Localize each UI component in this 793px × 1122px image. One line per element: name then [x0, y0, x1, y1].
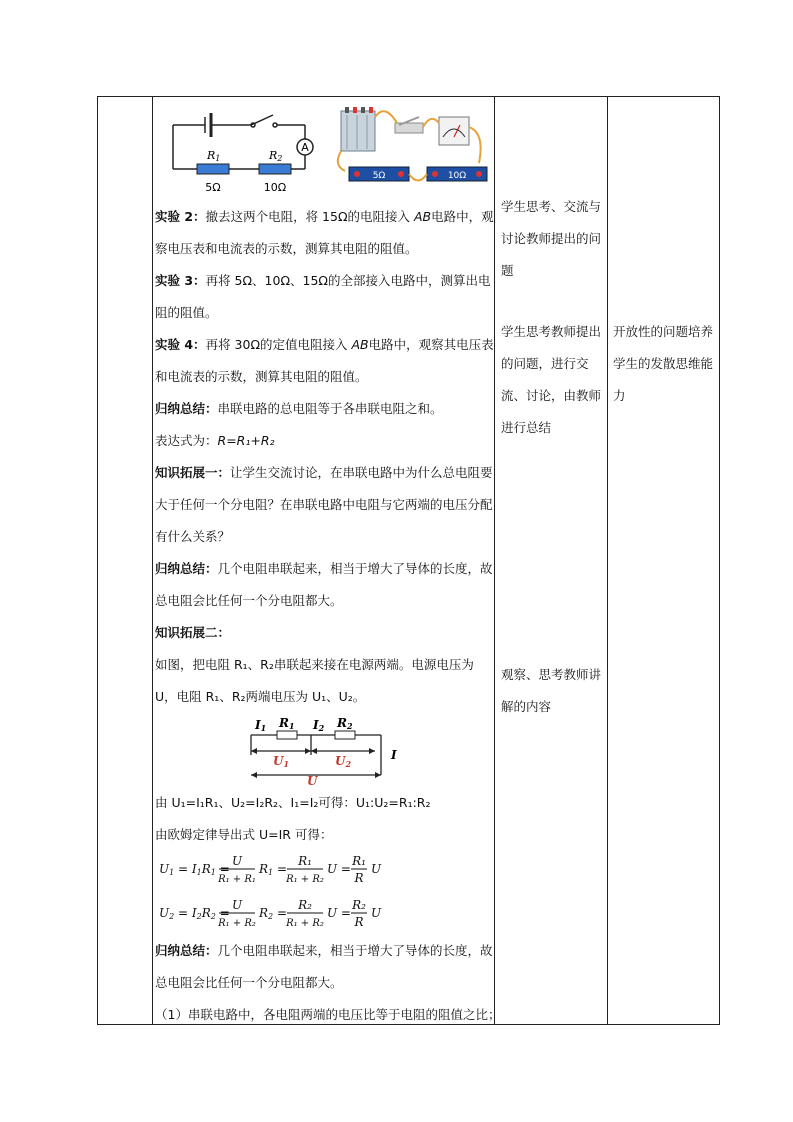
svg-text:R₂: R₂ [298, 898, 312, 912]
summary-3: 归纳总结：几个电阻串联起来，相当于增大了导体的长度，故总电阻会比任何一个分电阻都大。 [155, 943, 493, 990]
svg-text:R: R [354, 871, 364, 885]
svg-text:U2 = I2R2 =: U2 = I2R2 = [159, 906, 230, 921]
circuit-figure-2 [155, 713, 495, 787]
column-divider [607, 97, 608, 1024]
photo-r1-value: 5Ω [372, 171, 386, 181]
summary-1: 归纳总结：串联电路的总电阻等于各串联电阻之和。 [155, 401, 443, 416]
summary-2: 归纳总结：几个电阻串联起来，相当于增大了导体的长度，故总电阻会比任何一个分电阻都大。 [155, 561, 493, 608]
series-voltage-diagram [243, 713, 443, 785]
svg-text:R₁ + R₂: R₁ + R₂ [286, 874, 324, 885]
svg-text:R₁ + R₂: R₁ + R₂ [286, 918, 324, 929]
experiment-4: 实验 4：再将 30Ω的定值电阻接入 AB电路中，观察其电压表和电流表的示数，测算其电阻的阻值。 [155, 337, 494, 384]
series-circuit-diagram [163, 103, 493, 203]
svg-text:U =: U = [327, 862, 351, 876]
svg-text:R₁ + R₂: R₁ + R₂ [218, 918, 256, 929]
student-activity-1: 学生思考、交流与讨论教师提出的问题 [501, 199, 602, 278]
photo-r2-value: 10Ω [447, 171, 467, 181]
ammeter-label: A [301, 141, 309, 154]
svg-text:I2: I2 [313, 718, 325, 733]
r1-label: R [207, 149, 216, 162]
extension-1: 知识拓展一：让学生交流讨论，在串联电路中为什么总电阻要大于任何一个分电阻？在串联电路中电阻与它两端的电压分配有什么关系？ [155, 465, 493, 544]
svg-text:R₁: R₁ [298, 854, 312, 868]
svg-text:R₁ + R₁: R₁ + R₁ [218, 874, 256, 885]
design-intent: 开放性的问题培养学生的发散思维能力 [613, 324, 714, 403]
svg-text:I1: I1 [255, 718, 267, 733]
svg-text:R1: R1 [279, 716, 295, 731]
derivation-ohm: 由欧姆定律导出式 U=IR 可得： [155, 827, 333, 842]
column-divider [152, 97, 153, 1024]
svg-text:R1: R1 [207, 149, 221, 163]
lesson-table [97, 96, 720, 1025]
svg-text:U: U [231, 854, 243, 868]
voltage-division-formulas [157, 851, 417, 935]
svg-text:I: I [391, 748, 397, 762]
student-activity-2: 学生思考教师提出的问题，进行交流、讨论，由教师进行总结 [501, 324, 602, 435]
circuit-figure-1 [155, 97, 495, 203]
svg-text:R2: R2 [337, 716, 353, 731]
r2-label: R [269, 149, 278, 162]
svg-text:U: U [371, 906, 382, 920]
r1-value: 5Ω [205, 181, 221, 194]
svg-text:U1: U1 [273, 754, 290, 769]
student-activity-3: 观察、思考教师讲解的内容 [501, 667, 602, 714]
svg-text:R2: R2 [269, 149, 283, 163]
extension-2-heading: 知识拓展二： [155, 625, 231, 640]
teaching-content-cell [155, 97, 501, 1031]
svg-text:U: U [371, 862, 382, 876]
experiment-3: 实验 3：再将 5Ω、10Ω、15Ω的全部接入电路中，测算出电阻的阻值。 [155, 273, 491, 320]
svg-text:U2: U2 [335, 754, 352, 769]
conclusion-1: （1）串联电路中，各电阻两端的电压比等于电阻的阻值之比； [155, 1007, 501, 1022]
svg-text:R2 =: R2 = [259, 906, 288, 921]
derivation-ratio: 由 U₁=I₁R₁、U₂=I₂R₂、I₁=I₂可得：U₁:U₂=R₁:R₂ [155, 795, 431, 810]
svg-text:U: U [231, 898, 243, 912]
svg-text:R₁: R₁ [352, 854, 366, 868]
r2-value: 10Ω [263, 181, 287, 194]
experiment-2: 实验 2：撤去这两个电阻，将 15Ω的电阻接入 AB电路中，观察电压表和电流表的示数，测算其电阻的阻值。 [155, 209, 494, 256]
svg-text:U =: U = [327, 906, 351, 920]
svg-text:R: R [354, 915, 364, 929]
svg-text:U1 = I1R1 =: U1 = I1R1 = [159, 862, 230, 877]
apparatus-photo [338, 107, 487, 181]
svg-text:U: U [307, 774, 318, 785]
svg-text:R1 =: R1 = [259, 862, 288, 877]
svg-text:R₂: R₂ [352, 898, 366, 912]
expression: 表达式为：R=R₁+R₂ [155, 433, 275, 448]
formula-block [155, 851, 495, 935]
extension-2-text: 如图，把电阻 R₁、R₂串联起来接在电源两端。电源电压为 U，电阻 R₁、R₂两端电压为 U₁、U₂。 [155, 657, 474, 704]
